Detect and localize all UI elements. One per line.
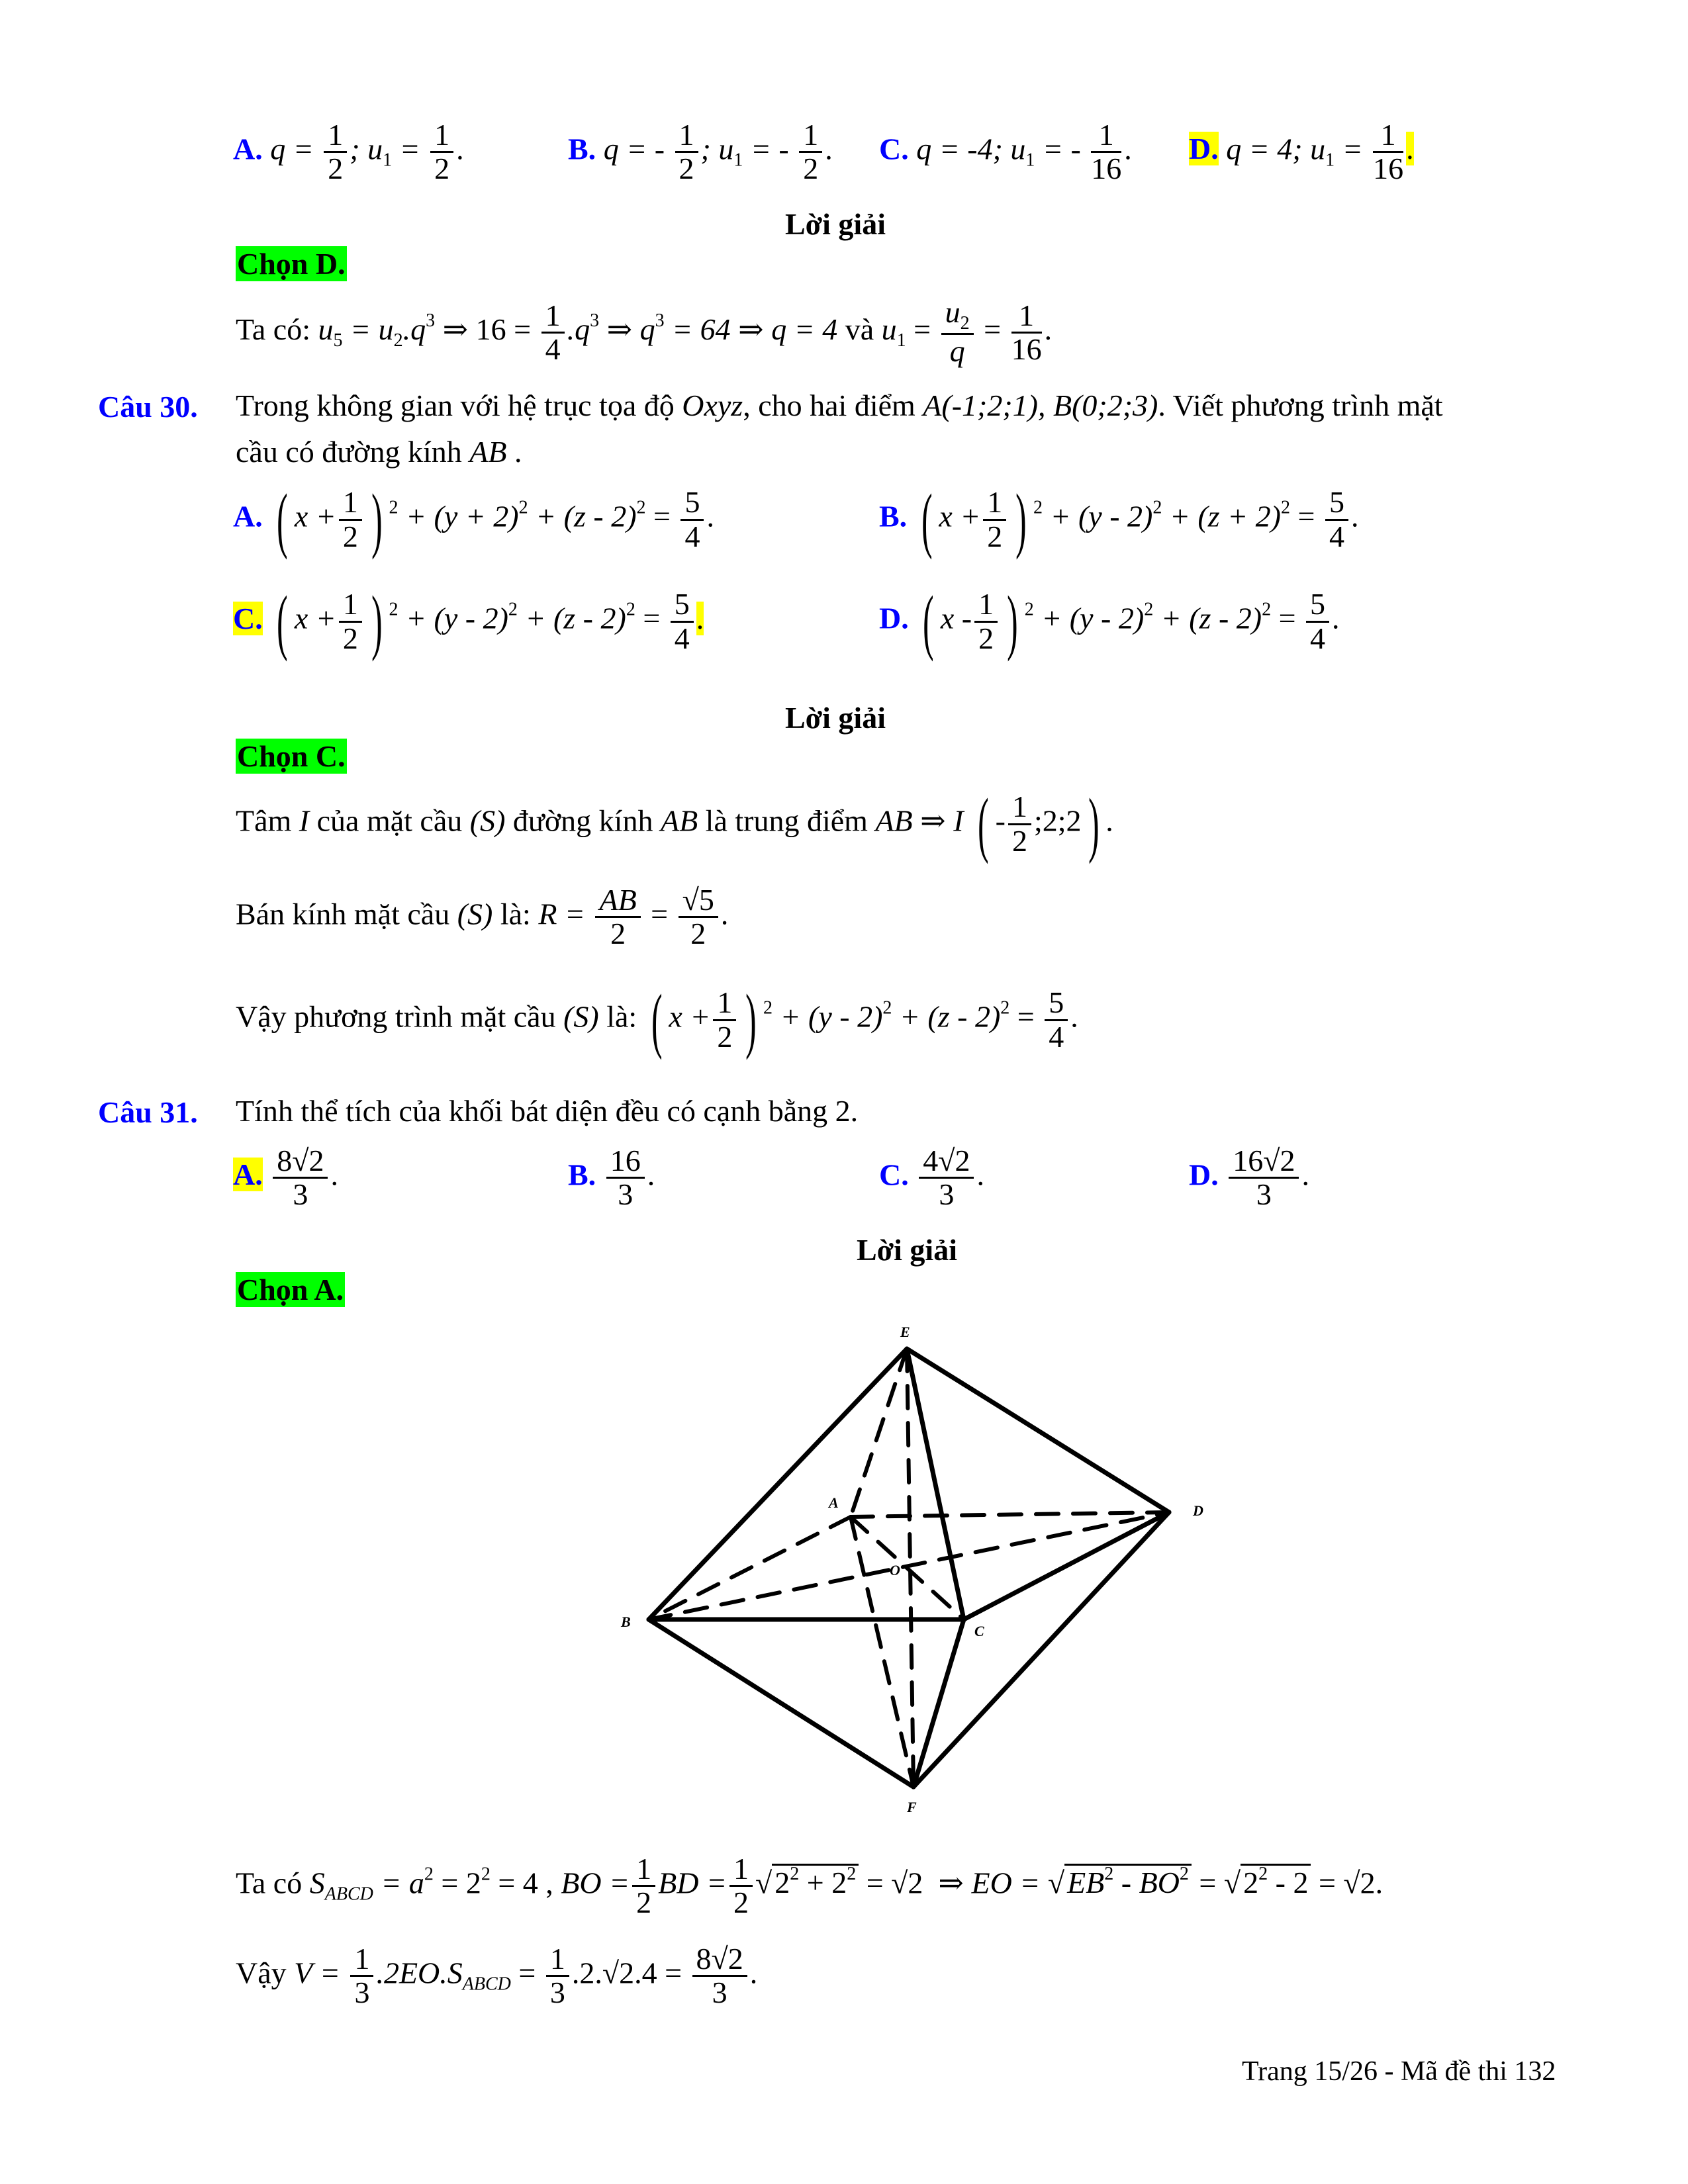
fraction: $\frac{4√2}{3}$: [919, 1145, 974, 1211]
fraction: $\frac{1}{2}$: [339, 588, 362, 655]
q30-option-a: A. ( x + $\frac{1}{2}$ ) $^2 + (y + 2)^2 + (z - 2)^2$ = $\frac{5}{4}$ .: [233, 479, 714, 560]
solution-title: Lời giải: [785, 207, 886, 241]
fraction: $\frac{√5}{2}$: [679, 884, 718, 950]
q31-option-a: A. $\frac{8√2}{3}$ .: [233, 1144, 338, 1212]
q31-option-b: B. $\frac{16}{3}$ .: [568, 1144, 655, 1212]
q29-option-b: B. q = - $\frac{1}{2}$ ; $u_1$ = - $\frac{1}{2}$ .: [568, 118, 833, 186]
vertex-label-D: D: [1193, 1502, 1203, 1519]
octahedron-figure: [596, 1310, 1218, 1827]
q30-text-line1: Trong không gian với hệ trục tọa độ Oxyz, cho hai điểm A(-1;2;1), B(0;2;3). Viết phương trình mặt: [236, 388, 1443, 422]
option-label: B.: [568, 1158, 596, 1192]
fraction: $\frac{1}{16}$: [1011, 298, 1042, 366]
q30-solution-line2: Bán kính mặt cầu (S) là: R = $\frac{AB}{2}$ = $\frac{√5}{2}$ .: [236, 883, 729, 951]
option-label: A.: [233, 1158, 263, 1192]
q29-option-a: A. q = $\frac{1}{2}$ ; $u_1$ = $\frac{1}{2}$ .: [233, 118, 464, 186]
answer-choice: Chọn A.: [237, 1273, 344, 1306]
option-label: B.: [568, 132, 596, 166]
option-label: A.: [233, 132, 263, 166]
vertex-label-F: F: [907, 1799, 917, 1815]
fraction: $\frac{1}{2}$: [1008, 791, 1031, 857]
q30-solution-line1: Tâm I của mặt cầu (S) đường kính AB là trung điểm AB ⇒ I ( - $\frac{1}{2}$ ;2;2) .: [236, 784, 1113, 864]
q30-solution-line3: Vậy phương trình mặt cầu (S) là: ( x + $\frac{1}{2}$ ) $^2$ + (y - 2)$^2$ + (z - 2)$^2$ = $\frac{5}{4}$ .: [236, 979, 1078, 1060]
edge-CD: [964, 1512, 1169, 1619]
option-label: C.: [879, 132, 909, 166]
q30-text-line2: cầu có đường kính AB .: [236, 435, 522, 469]
fraction: $\frac{1}{2}$: [675, 119, 698, 185]
vertex-label-C: C: [974, 1623, 984, 1639]
solution-title: Lời giải: [857, 1233, 957, 1267]
edge-AD: [851, 1512, 1169, 1517]
answer-choice: Chọn D.: [237, 247, 346, 281]
option-label: C.: [233, 601, 263, 635]
fraction: $\frac{1}{4}$: [541, 300, 565, 366]
edge-EB: [649, 1349, 907, 1619]
fraction: $\frac{16}{3}$: [606, 1145, 645, 1211]
q30-option-b: B. ( x + $\frac{1}{2}$ ) $^2 + (y - 2)^2 + (z + 2)^2$ = $\frac{5}{4}$ .: [879, 479, 1359, 560]
fraction: $\frac{1}{2}$: [713, 987, 736, 1053]
fraction: $\frac{1}{2}$: [729, 1853, 753, 1919]
q29-option-c: C. q = -4; $u_1$ = - $\frac{1}{16}$ .: [879, 118, 1132, 186]
vertex-label-A: A: [829, 1494, 839, 1511]
fraction: $\frac{1}{2}$: [632, 1853, 655, 1919]
edge-AB: [649, 1517, 851, 1619]
fraction: $\frac{1}{16}$: [1373, 118, 1404, 186]
vertex-label-O: O: [890, 1562, 900, 1578]
edge-AF: [851, 1517, 914, 1787]
fraction: $\frac{AB}{2}$: [595, 884, 640, 950]
fraction: $\frac{5}{4}$: [1325, 486, 1348, 553]
fraction: $\frac{1}{2}$: [430, 119, 453, 185]
option-label: D.: [1189, 1158, 1219, 1192]
fraction: $\frac{8√2}{3}$: [273, 1145, 328, 1211]
q29-option-d: D. q = 4; $u_1$ = $\frac{1}{16}$ .: [1189, 118, 1414, 186]
option-label: A.: [233, 499, 263, 533]
q31-text: Tính thể tích của khối bát diện đều có cạnh bằng 2.: [236, 1094, 859, 1128]
edge-BF: [649, 1619, 914, 1787]
edge-EA: [851, 1349, 907, 1517]
fraction: $\frac{1}{16}$: [1091, 118, 1122, 186]
question-number: Câu 30.: [98, 390, 198, 424]
vertex-label-B: B: [621, 1614, 631, 1630]
edge-ED: [907, 1349, 1169, 1512]
vertex-label-E: E: [900, 1324, 910, 1340]
option-label: D.: [879, 601, 909, 635]
fraction: $\frac{16√2}{3}$: [1229, 1145, 1299, 1211]
q29-work: Ta có: $u_5 = u_2.q^3$ ⇒ 16 = $\frac{1}{4}$ $.q^3$ ⇒ $q^3 = 64$ ⇒ q = 4 và $u_1$ = $\frac{u_2}{q}$ = $\frac{1}{16}$ .: [236, 295, 1053, 369]
fraction: $\frac{1}{2}$: [799, 119, 822, 185]
fraction: $\frac{1}{3}$: [350, 1943, 373, 2009]
q31-option-c: C. $\frac{4√2}{3}$ .: [879, 1144, 984, 1212]
fraction: $\frac{8√2}{3}$: [692, 1943, 747, 2009]
fraction: $\frac{1}{2}$: [974, 588, 998, 655]
fraction: $\frac{5}{4}$: [671, 588, 694, 655]
solution-title: Lời giải: [785, 701, 886, 735]
fraction: $\frac{1}{2}$: [339, 486, 362, 553]
page-footer: Trang 15/26 - Mã đề thi 132: [1242, 2056, 1556, 2087]
fraction: $\frac{5}{4}$: [1045, 987, 1068, 1053]
fraction: $\frac{1}{3}$: [546, 1943, 569, 2009]
option-label: B.: [879, 499, 908, 533]
fraction: $\frac{5}{4}$: [1306, 588, 1329, 655]
fraction: $\frac{5}{4}$: [680, 486, 704, 553]
q30-option-d: D. ( x - $\frac{1}{2}$ ) $^2$ + (y - 2)$^2$ + (z - 2)$^2$ = $\frac{5}{4}$ .: [879, 581, 1340, 662]
q31-solution-line2: Vậy V = $\frac{1}{3}$ $.2EO.S_{ABCD}$ = $\frac{1}{3}$ .2.√2.4 = $\frac{8√2}{3}$ .: [236, 1942, 758, 2010]
option-label: C.: [879, 1158, 909, 1192]
option-label: D.: [1189, 132, 1219, 166]
fraction: $\frac{1}{2}$: [324, 119, 347, 185]
fraction: $\frac{1}{2}$: [983, 486, 1006, 553]
q30-option-c: C. ( x + $\frac{1}{2}$ ) $^2$ + (y - 2)$^2$ + (z - 2)$^2$ = $\frac{5}{4}$ .: [233, 581, 704, 662]
fraction: $\frac{u_2}{q}$: [941, 296, 974, 369]
segment-BD: [649, 1512, 1169, 1619]
answer-choice: Chọn C.: [237, 739, 346, 773]
q31-option-d: D. $\frac{16√2}{3}$ .: [1189, 1144, 1309, 1212]
q31-solution-line1: Ta có $S_{ABCD} = a^2 = 2^2 = 4$ , BO = $\frac{1}{2}$ BD = $\frac{1}{2}$ $√2^2 + 2^2 = √2$ ⇒ EO = $√EB^2 - BO^2 = √2^2 - 2 = √2$.: [236, 1852, 1383, 1920]
question-number: Câu 31.: [98, 1095, 198, 1129]
edge-EC: [907, 1349, 964, 1619]
